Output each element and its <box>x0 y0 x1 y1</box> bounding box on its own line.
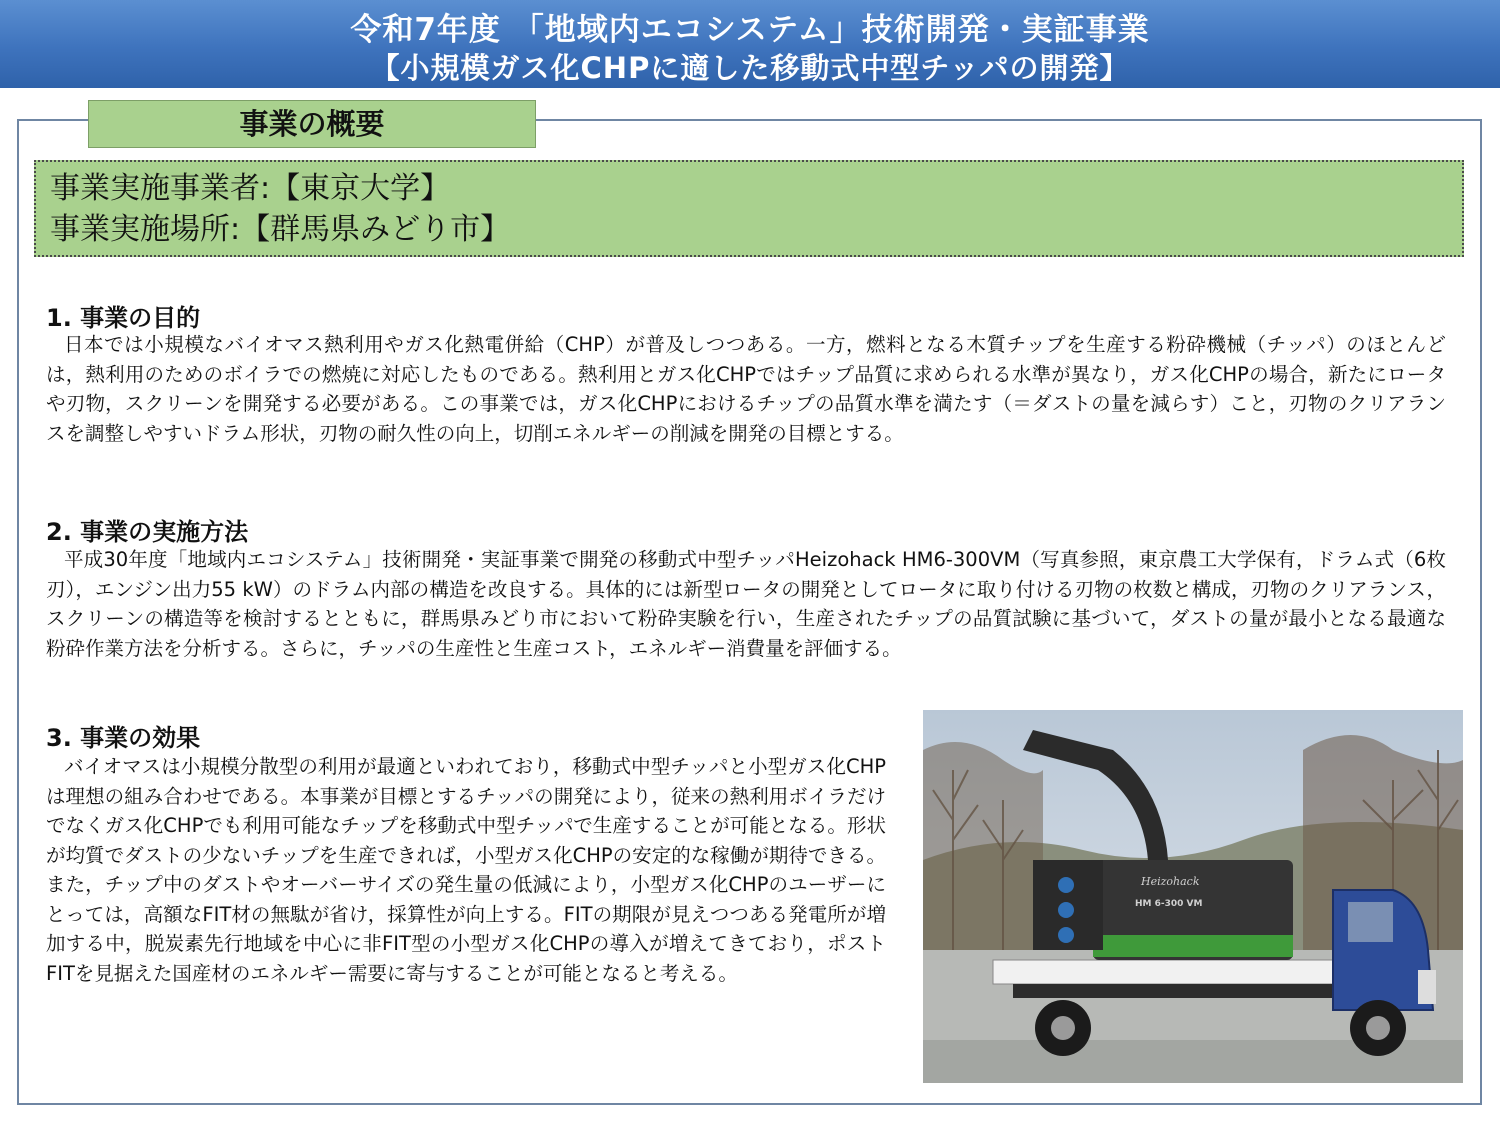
overview-heading: 事業の概要 <box>88 100 536 148</box>
section-body-purpose: 日本では小規模なバイオマス熱利用やガス化熱電併給（CHP）が普及しつつある。一方，燃料となる木質チップを生産する粉砕機械（チッパ）のほとんどは，熱利用のためのボイラでの燃焼に対応したものである。熱利用とガス化CHPではチップ品質に求められる水準が異なり，ガス化CHPの場合，新たにロータや刃物，スクリーンを開発する必要がある。この事業では，ガス化CHPにおけるチップの品質水準を満たす（＝ダストの量を減らす）こと，刃物のクリアランスを調整しやすいドラム形状，刃物の耐久性の向上，切削エネルギーの削減を開発の目標とする。 <box>46 333 1446 445</box>
machine-brand-label: Heizohack <box>1141 875 1200 888</box>
section-title-purpose: 1. 事業の目的 <box>46 304 201 332</box>
page-title: 令和7年度 「地域内エコシステム」技術開発・実証事業 <box>350 12 1150 48</box>
title-banner <box>0 0 1500 88</box>
page-subtitle: 【小規模ガス化CHPに適した移動式中型チッパの開発】 <box>370 51 1130 85</box>
section-title-method: 2. 事業の実施方法 <box>46 518 249 546</box>
info-box <box>34 160 1464 257</box>
location-line: 事業実施場所:【群馬県みどり市】 <box>50 212 511 247</box>
section-body-effect: バイオマスは小規模分散型の利用が最適といわれており，移動式中型チッパと小型ガス化CHPは理想の組み合わせである。本事業が目標とするチッパの開発により，従来の熱利用ボイラだけでなくガス化CHPでも利用可能なチップを移動式中型チッパで生産することが可能となる。形状が均質でダストの少ないチップを生産できれば，小型ガス化CHPの安定的な稼働が期待できる。また，チップ中のダストやオーバーサイズの発生量の低減により，小型ガス化CHPのユーザーにとっては，高額なFIT材の無駄が省け，採算性が向上する。FITの期限が見えつつある発電所が増加する中，脱炭素先行地域を中心に非FIT型の小型ガス化CHPの導入が増えてきており，ポストFITを見据えた国産材のエネルギー需要に寄与することが可能となると考える。 <box>46 755 886 985</box>
section-body-method: 平成30年度「地域内エコシステム」技術開発・実証事業で開発の移動式中型チッパHeizohack HM6-300VM（写真参照，東京農工大学保有，ドラム式（6枚刃），エンジン出力55 kW）のドラム内部の構造を改良する。具体的には新型ロータの開発としてロータに取り付ける刃物の枚数と構成，刃物のクリアランス，スクリーンの構造等を検討するとともに，群馬県みどり市において粉砕実験を行い，生産されたチップの品質試験に基づいて，ダストの量が最小となる最適な粉砕作業方法を分析する。さらに，チッパの生産性と生産コスト，エネルギー消費量を評価する。 <box>46 548 1446 660</box>
section-title-effect: 3. 事業の効果 <box>46 724 201 752</box>
chipper-photo <box>923 710 1463 1083</box>
operator-line: 事業実施事業者:【東京大学】 <box>50 171 451 206</box>
machine-model-label: HM 6-300 VM <box>1135 899 1203 909</box>
